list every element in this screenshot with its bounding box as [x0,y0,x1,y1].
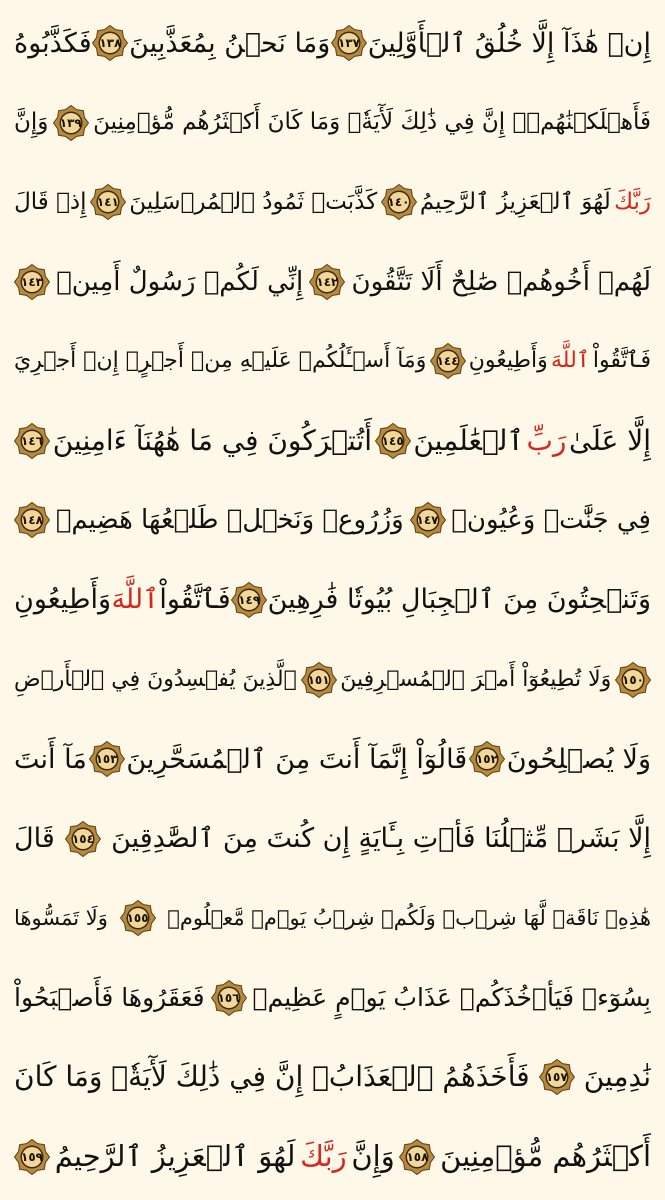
ayah-number-marker [65,821,101,857]
ayah-number: ١٥٥ [126,911,149,926]
ayah-number-marker [309,264,345,300]
text-line [14,1042,651,1112]
verse-text: فَأَهۡلَكۡنَٰهُمۡۚ إِنَّ فِي ذَٰلِكَ لَأٓيَةٗۖ وَمَا كَانَ أَكۡثَرُهُم مُّؤۡمِنِينَ [93,109,651,136]
ayah-number-marker [301,662,337,698]
ayah-number-marker [14,423,50,459]
text-line [14,326,651,396]
verse-text: إِنِّي لَكُمۡ رَسُولٌ أَمِينٞ [56,266,304,297]
verse-text: نَٰدِمِينَ [583,1060,651,1094]
verse-text: هَٰذِهِۦ نَاقَةٞ لَّهَا شِرۡبٞ وَلَكُمۡ شِرۡبُ يَوۡمٖ مَّعۡلُومٖ [167,905,651,930]
ayah-number-marker [53,105,89,141]
verse-text: أَتُتۡرَكُونَ فِي مَا هَٰهُنَآ ءَامِنِينَ [52,423,372,457]
ayah-number: ١٣٧ [338,36,360,50]
verse-text: وَزُرُوعٖ وَنَخۡلٖ طَلۡعُهَا هَضِيمٞ [55,505,404,536]
ayah-number: ١٥٨ [406,1149,429,1164]
ayah-number-marker [430,343,466,379]
text-line [14,645,651,715]
ayah-number: ١٥٢ [475,752,498,767]
ayah-number-marker [14,264,50,300]
text-line [14,1122,651,1192]
divine-name-text: ٱللَّهَ [111,584,159,616]
verse-text: إِلَّا بَشَرٞ مِّثۡلُنَا فَأۡتِ بِـَٔايَةٍ إِن كُنتَ مِنَ ٱلصَّٰدِقِينَ [111,823,651,855]
ayah-number-marker [331,25,367,61]
verse-text: وَإِنَّ [14,109,49,136]
verse-text: لَهُوَ ٱلۡعَزِيزُ ٱلرَّحِيمُ [419,188,611,215]
verse-text: وَلَا تُطِيعُوٓاْ أَمۡرَ ٱلۡمُسۡرِفِينَ [340,666,612,692]
verse-text: ٱلَّذِينَ يُفۡسِدُونَ فِي ٱلۡأَرۡضِ [14,666,297,692]
ayah-number: ١٥٣ [95,752,118,767]
ayah-number-marker [539,1059,575,1095]
text-line [14,724,651,794]
text-line [14,406,651,476]
text-line [14,88,651,158]
ayah-number-marker [381,184,417,220]
verse-text: كَذَّبَتۡ ثَمُودُ ٱلۡمُرۡسَلِينَ [129,188,378,215]
text-line [14,8,651,78]
verse-text: فَكَذَّبُوهُ [14,27,92,59]
verse-text: ٱلۡعَٰلَمِينَ [413,423,524,457]
text-line [14,565,651,635]
ayah-number: ١٥١ [307,672,330,687]
ayah-number-marker [92,25,128,61]
verse-text: وَأَطِيعُونِ [14,584,111,616]
verse-text: وَلَا تَمَسُّوهَا [14,905,108,930]
verse-text: وَمَآ أَسۡـَٔلُكُمۡ عَلَيۡهِ مِنۡ أَجۡرٍۖ إِنۡ أَجۡرِيَ [14,348,427,374]
ayah-number: ١٥٤ [71,831,94,846]
ayah-number: ١٤٣ [21,274,43,289]
ayah-number: ١٤٢ [316,274,339,289]
text-line [14,247,651,317]
ayah-number-marker [375,423,411,459]
ayah-number-marker [211,980,247,1016]
ayah-number: ١٤٤ [436,354,459,369]
verse-text: مَآ أَنتَ [14,743,87,775]
verse-text: إِلَّا عَلَىٰ [569,423,651,457]
verse-text: لَهُمۡ أَخُوهُمۡ صَٰلِحٌ أَلَا تَتَّقُونَ [351,266,651,297]
verse-text: إِذۡ قَالَ [14,188,87,215]
ayah-number-marker [410,502,446,538]
ayah-number: ١٥٠ [622,672,644,687]
ayah-number-marker [14,502,50,538]
text-line [14,485,651,555]
ayah-number-marker [615,662,651,698]
verse-text: فِي جَنَّٰتٖ وَعُيُونٖ [451,505,651,536]
ayah-number: ١٤٠ [387,195,410,210]
ayah-number-marker [120,900,156,936]
ayah-number: ١٤٨ [21,513,43,528]
divine-name-text: رَبَّكَ [614,188,651,215]
ayah-number: ١٥٦ [217,990,240,1005]
text-line [14,963,651,1033]
divine-name-text: رَبَّكَ [300,1139,347,1174]
verse-text: وَمَا نَحۡنُ بِمُعَذَّبِينَ [129,27,331,59]
ayah-number-marker [469,741,505,777]
ayah-number: ١٤١ [96,195,119,210]
divine-name-text: ٱللَّهَ [550,348,590,374]
ayah-number-marker [399,1139,435,1175]
verse-text: فَأَخَذَهُمُ ٱلۡعَذَابُۚ إِنَّ فِي ذَٰلِكَ لَأٓيَةٗۖ وَمَا كَانَ [14,1060,530,1094]
ayah-number-marker [14,1139,50,1175]
ayah-number: ١٤٥ [381,433,404,448]
ayah-number: ١٤٦ [21,433,44,448]
ayah-number: ١٤٩ [238,592,261,607]
verse-text: وَتَنۡحِتُونَ مِنَ ٱلۡجِبَالِ بُيُوتٗا فَٰرِهِينَ [267,584,651,616]
verse-text: قَالُوٓاْ إِنَّمَآ أَنتَ مِنَ ٱلۡمُسَحَّرِينَ [126,743,468,775]
text-line [14,167,651,237]
ayah-number: ١٥٩ [21,1149,43,1164]
text-line [14,804,651,874]
ayah-number: ١٣٨ [99,36,122,50]
ayah-number: ١٥٧ [545,1070,568,1085]
verse-text: فَٱتَّقُواْ [592,348,651,374]
verse-text: فَٱتَّقُواْ [159,584,231,616]
divine-name-text: رَبِّ [526,423,567,457]
verse-text: لَهُوَ ٱلۡعَزِيزُ ٱلرَّحِيمُ [54,1139,296,1174]
ayah-number: ١٣٩ [59,115,82,130]
ayah-number-marker [231,582,267,618]
verse-text: فَعَقَرُوهَا فَأَصۡبَحُواْ [14,983,205,1013]
verse-text: بِسُوٓءٖ فَيَأۡخُذَكُمۡ عَذَابُ يَوۡمٍ عَظِيمٖ [252,983,651,1013]
verse-text: إِنۡ هَٰذَآ إِلَّا خُلُقُ ٱلۡأَوَّلِينَ [367,27,651,59]
verse-text: وَلَا يُصۡلِحُونَ [506,743,651,775]
verse-text: أَكۡثَرُهُم مُّؤۡمِنِينَ [440,1139,651,1174]
verse-text: وَأَطِيعُونِ [468,348,548,374]
verse-text: قَالَ [14,823,55,855]
ayah-number-marker [89,741,125,777]
ayah-number: ١٤٧ [416,513,439,528]
text-line [14,883,651,953]
ayah-number-marker [90,184,126,220]
verse-text: وَإِنَّ [351,1139,395,1174]
